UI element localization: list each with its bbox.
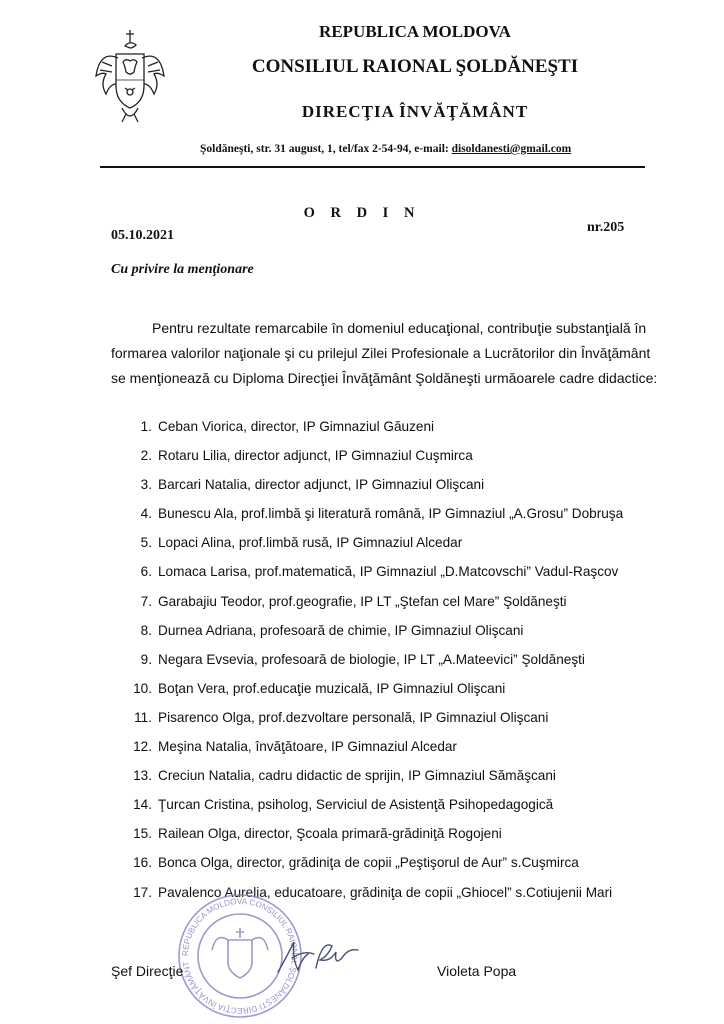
order-subject: Cu privire la menţionare — [111, 262, 254, 277]
list-number: 15. — [133, 826, 152, 842]
list-number: 1. — [140, 419, 152, 434]
list-item — [118, 534, 623, 563]
list-item — [118, 767, 623, 796]
list-text: Durnea Adriana, profesoară de chimie, IP Gimnaziul Olişcani — [158, 622, 524, 638]
list-item — [118, 854, 623, 883]
list-text: Creciun Natalia, cadru didactic de sprijin, IP Gimnaziul Sămăşcani — [158, 768, 556, 784]
list-number: 16. — [133, 855, 152, 871]
list-number: 12. — [133, 739, 152, 755]
list-text: Boţan Vera, prof.educaţie muzicală, IP Gimnaziul Olişcani — [158, 680, 506, 696]
list-text: Garabajiu Teodor, prof.geografie, IP LT „Ştefan cel Mare” Şoldăneşti — [158, 593, 567, 609]
list-text: Lomaca Larisa, prof.matematică, IP Gimnaziul „D.Matcovschi” Vadul-Raşcov — [158, 564, 619, 580]
list-item — [118, 447, 623, 476]
address-text: Şoldăneşti, str. 31 august, 1, tel/fax 2-54-94, e-mail: — [200, 143, 452, 155]
list-item — [118, 796, 623, 825]
list-item — [118, 738, 623, 767]
list-number: 2. — [140, 448, 152, 464]
body-line: se menţionează cu Diploma Direcţiei Învăţământ Şoldăneşti urmăoarele cadre didactice: — [111, 370, 658, 386]
body-line: formarea valorilor naţionale şi cu prilejul Zilei Profesionale a Lucrătorilor din Învăţământ — [111, 345, 651, 361]
order-title: O R D I N — [303, 205, 421, 221]
list-text: Lopaci Alina, prof.limbă rusă, IP Gimnaziul Alcedar — [158, 535, 463, 551]
list-text: Pavalenco Aurelia, educatoare, grădiniţa de copii „Ghiocel” s.Cotiujenii Mari — [158, 884, 613, 900]
list-item — [118, 651, 623, 680]
list-number: 5. — [140, 535, 152, 551]
list-number: 3. — [140, 477, 152, 493]
awardee-list — [118, 418, 623, 913]
stamp-text: REPUBLICA MOLDOVA CONSILIUL RAIONAL ŞOLDĂNEŞTI DIRECŢIA ÎNVĂŢĂMÂNT — [180, 896, 300, 1016]
list-item — [118, 709, 623, 738]
list-number: 6. — [140, 564, 152, 580]
list-item — [118, 505, 623, 534]
signer-name: Violeta Popa — [437, 963, 517, 979]
list-number: 9. — [140, 651, 152, 667]
handwritten-signature-icon — [272, 928, 364, 982]
list-text: Bunescu Ala, prof.limbă şi literatură română, IP Gimnaziul „A.Grosu” Dobruşa — [158, 506, 624, 522]
order-date: 05.10.2021 — [111, 228, 174, 243]
body-line: Pentru rezultate remarcabile în domeniul educaţional, contribuţie substanţială în — [152, 320, 647, 336]
list-text: Pisarenco Olga, prof.dezvoltare personală, IP Gimnaziul Olişcani — [158, 709, 549, 725]
signer-title: Şef Direcţie — [111, 963, 184, 979]
list-text: Rotaru Lilia, director adjunct, IP Gimnaziul Cuşmirca — [158, 448, 473, 464]
list-item — [118, 563, 623, 592]
list-text: Negara Evsevia, profesoară de biologie, IP LT „A.Mateevici” Şoldăneşti — [158, 651, 585, 667]
order-number: nr.205 — [587, 220, 625, 235]
list-item — [118, 476, 623, 505]
list-number: 7. — [140, 593, 152, 609]
list-text: Barcari Natalia, director adjunct, IP Gimnaziul Olişcani — [158, 477, 485, 493]
email-link[interactable]: disoldanesti@gmail.com — [451, 143, 572, 155]
list-number: 13. — [133, 768, 152, 784]
list-number: 10. — [133, 680, 152, 696]
list-text: Railean Olga, director, Şcoala primară-grădiniţă Rogojeni — [158, 826, 502, 842]
list-text: Meşina Natalia, învăţătoare, IP Gimnaziul Alcedar — [158, 739, 457, 755]
list-item — [118, 622, 623, 651]
list-item — [118, 680, 623, 709]
list-number: 8. — [140, 622, 152, 638]
list-number: 14. — [133, 797, 152, 813]
body-paragraph — [111, 316, 658, 391]
list-item — [118, 418, 623, 447]
council-heading: CONSILIUL RAIONAL ŞOLDĂNEŞTI — [251, 56, 579, 77]
list-text: Ceban Viorica, director, IP Gimnaziul Găuzeni — [158, 419, 435, 434]
country-heading: REPUBLICA MOLDOVA — [319, 22, 511, 41]
list-text: Ţurcan Cristina, psiholog, Serviciul de Asistenţă Psihopedagogică — [158, 797, 554, 813]
header-divider — [100, 166, 645, 168]
address-line — [200, 143, 571, 155]
list-number: 17. — [133, 884, 152, 900]
list-item — [118, 593, 623, 622]
department-heading: DIRECŢIA ÎNVĂŢĂMÂNT — [301, 102, 529, 121]
coat-of-arms-icon — [92, 28, 168, 128]
list-number: 4. — [140, 506, 152, 522]
list-text: Bonca Olga, director, grădiniţa de copii „Peştişorul de Aur” s.Cuşmirca — [158, 855, 579, 871]
list-number: 11. — [134, 709, 152, 725]
list-item — [118, 825, 623, 854]
